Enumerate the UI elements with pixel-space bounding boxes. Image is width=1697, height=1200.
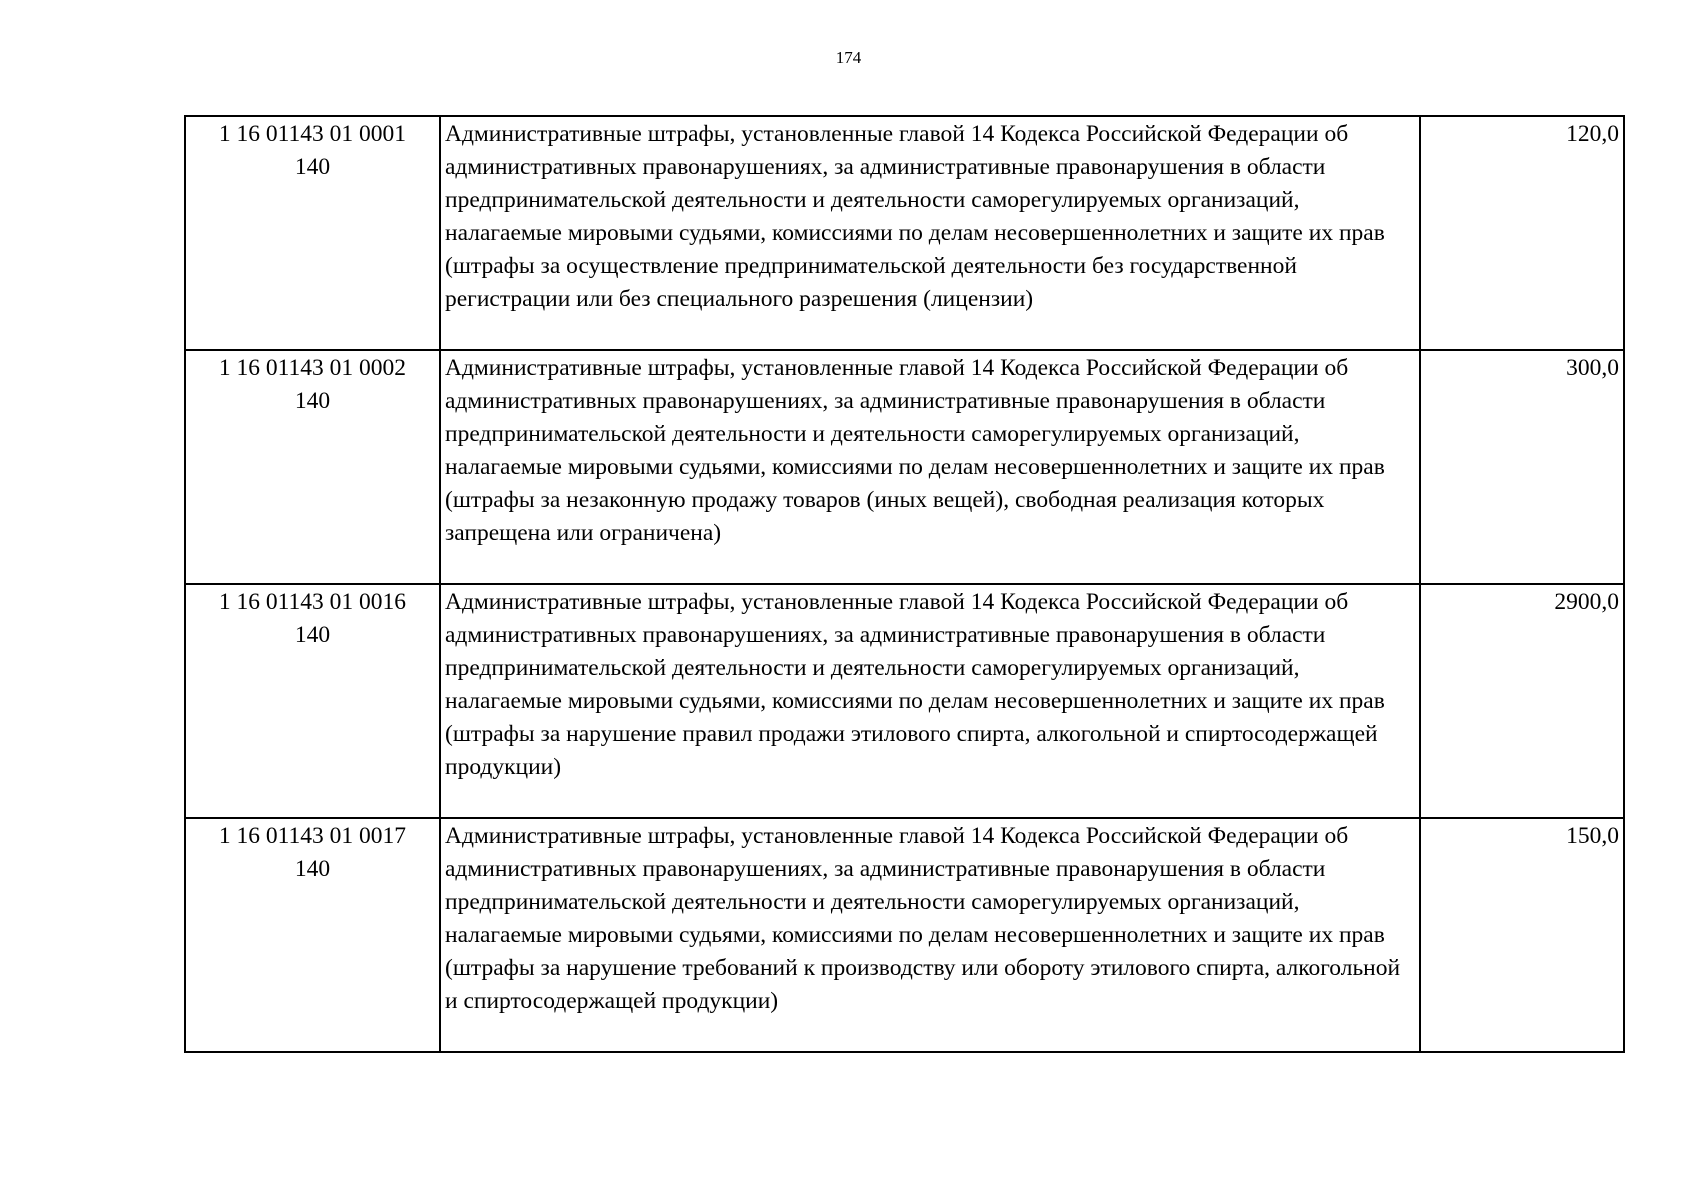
revenue-code-cell: [185, 350, 440, 584]
revenue-code: 1 16 01143 01 0017: [218, 823, 407, 849]
revenue-description: Административные штрафы, установленные главой 14 Кодекса Российской Федерации об административных правонарушениях, за административные правонарушения в области предпринимательской деятельности и деятельности саморегулируемых организаций, налагаемые мировыми судьями, комиссиями по делам несовершеннолетних и защите их прав (штрафы за незаконную продажу товаров (иных вещей), свободная реализация которых запрещена или ограничена): [440, 350, 1420, 584]
revenue-code-cell: [185, 584, 440, 818]
revenue-code-suffix: 140: [294, 154, 331, 180]
revenue-description: Административные штрафы, установленные главой 14 Кодекса Российской Федерации об административных правонарушениях, за административные правонарушения в области предпринимательской деятельности и деятельности саморегулируемых организаций, налагаемые мировыми судьями, комиссиями по делам несовершеннолетних и защите их прав (штрафы за нарушение правил продажи этилового спирта, алкогольной и спиртосодержащей продукции): [440, 584, 1420, 818]
table-row: [185, 818, 1624, 1052]
table-row: [185, 584, 1624, 818]
revenue-code-suffix: 140: [294, 622, 331, 648]
table-row: [185, 116, 1624, 350]
revenue-code: 1 16 01143 01 0016: [218, 589, 407, 615]
revenue-amount: 300,0: [1420, 350, 1624, 584]
revenue-code-suffix: 140: [294, 388, 331, 414]
revenue-code-cell: [185, 116, 440, 350]
table-row: [185, 350, 1624, 584]
revenue-code: 1 16 01143 01 0002: [218, 355, 407, 381]
revenue-code-suffix: 140: [294, 856, 331, 882]
revenue-amount: 2900,0: [1420, 584, 1624, 818]
revenue-description: Административные штрафы, установленные главой 14 Кодекса Российской Федерации об административных правонарушениях, за административные правонарушения в области предпринимательской деятельности и деятельности саморегулируемых организаций, налагаемые мировыми судьями, комиссиями по делам несовершеннолетних и защите их прав (штрафы за осуществление предпринимательской деятельности без государственной регистрации или без специального разрешения (лицензии): [440, 116, 1420, 350]
page-number: 174: [835, 48, 862, 67]
budget-revenue-table: [184, 115, 1625, 1053]
revenue-description: Административные штрафы, установленные главой 14 Кодекса Российской Федерации об административных правонарушениях, за административные правонарушения в области предпринимательской деятельности и деятельности саморегулируемых организаций, налагаемые мировыми судьями, комиссиями по делам несовершеннолетних и защите их прав (штрафы за нарушение требований к производству или обороту этилового спирта, алкогольной и спиртосодержащей продукции): [440, 818, 1420, 1052]
revenue-code: 1 16 01143 01 0001: [218, 121, 407, 147]
revenue-amount: 150,0: [1420, 818, 1624, 1052]
revenue-code-cell: [185, 818, 440, 1052]
revenue-amount: 120,0: [1420, 116, 1624, 350]
